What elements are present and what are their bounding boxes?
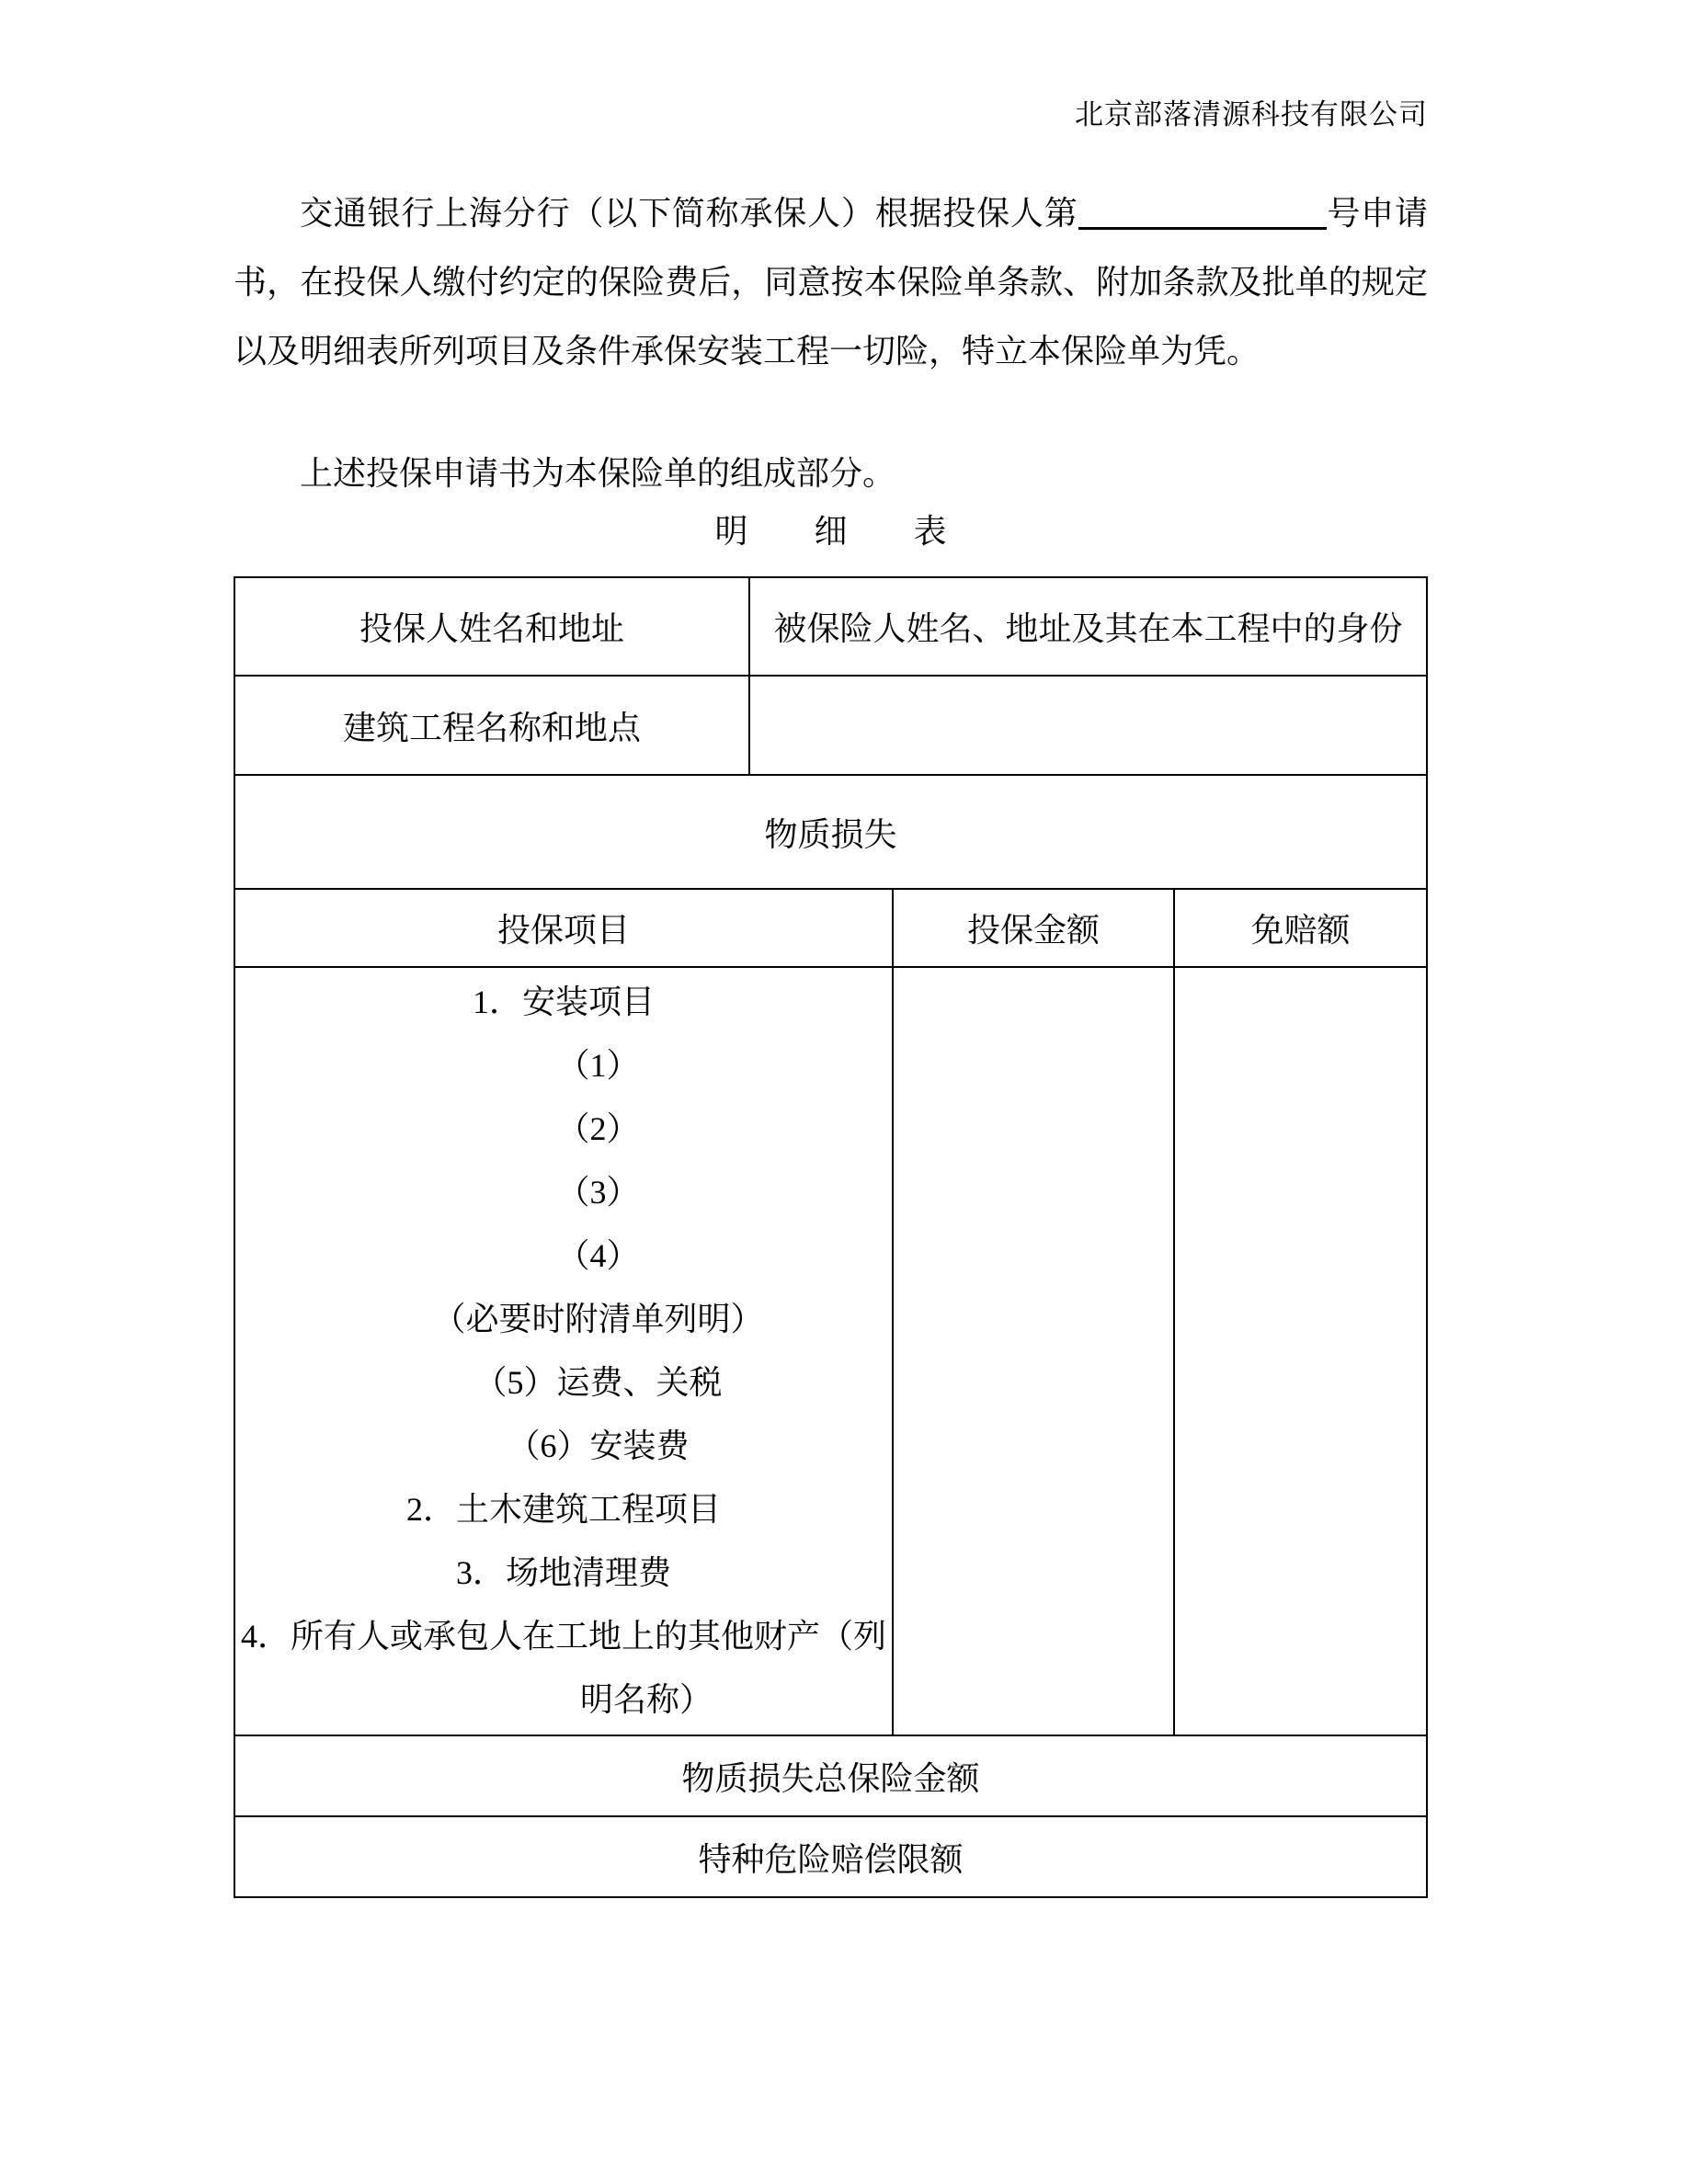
project-name-location-label: 建筑工程名称和地点	[234, 676, 749, 775]
item-line-clearance-cost: 3．场地清理费	[455, 1554, 671, 1591]
material-damage-section-header: 物质损失	[234, 775, 1427, 889]
row-special-risks-limit	[234, 1816, 1427, 1897]
sum-insured-values-cell	[893, 967, 1174, 1735]
schedule-title: 明 细 表	[714, 513, 947, 550]
item-line-freight-duty: （5）运费、关税	[473, 1364, 723, 1401]
item-line-civil-works: 2．土木建筑工程项目	[405, 1491, 721, 1528]
row-total-sum-insured	[234, 1735, 1427, 1816]
intro-paragraph-1	[234, 179, 1428, 386]
deductible-values-cell	[1174, 967, 1427, 1735]
item-line-sub-1: （1）	[556, 1047, 640, 1084]
intro-paragraph-1-prefix: 交通银行上海分行（以下简称承保人）根据投保人第	[300, 195, 1078, 232]
insured-items-list	[234, 967, 893, 1735]
company-name: 北京部落清源科技有限公司	[1075, 98, 1428, 131]
item-line-installation-cost: （6）安装费	[507, 1428, 690, 1464]
total-sum-insured-label: 物质损失总保险金额	[234, 1735, 1427, 1816]
item-line-other-property: 4．所有人或承包人在工地上的其他财产（列明名称）	[240, 1618, 886, 1718]
applicant-name-address-label: 投保人姓名和地址	[234, 577, 749, 676]
row-material-damage-header	[234, 775, 1427, 889]
item-line-sub-4: （4）	[556, 1237, 640, 1274]
item-line-installation: 1．安装项目	[472, 984, 655, 1020]
item-line-sub-2: （2）	[556, 1110, 640, 1147]
item-line-sub-3: （3）	[556, 1174, 640, 1211]
project-name-location-value-cell	[749, 676, 1427, 775]
row-column-headers	[234, 889, 1427, 967]
schedule-table	[234, 576, 1428, 1898]
item-line-list-note: （必要时附清单列明）	[432, 1301, 764, 1337]
row-insured-items	[234, 967, 1427, 1735]
applicant-number-blank	[1078, 227, 1327, 230]
sum-insured-column-header: 投保金额	[893, 889, 1174, 967]
row-applicant-insured	[234, 577, 1427, 676]
item-column-header: 投保项目	[234, 889, 893, 967]
row-project	[234, 676, 1427, 775]
special-risks-limit-label: 特种危险赔偿限额	[234, 1816, 1427, 1897]
intro-paragraph-1-suffix: 号申请书，在投保人缴付约定的保险费后，同意按本保险单条款、附加条款及批单的规定以及明细表所列项目及条件承保安装工程一切险，特立本保险单为凭。	[234, 195, 1428, 370]
intro-paragraph-2: 上述投保申请书为本保险单的组成部分。	[300, 455, 896, 492]
deductible-column-header: 免赔额	[1174, 889, 1427, 967]
insured-name-address-label: 被保险人姓名、地址及其在本工程中的身份	[749, 577, 1427, 676]
